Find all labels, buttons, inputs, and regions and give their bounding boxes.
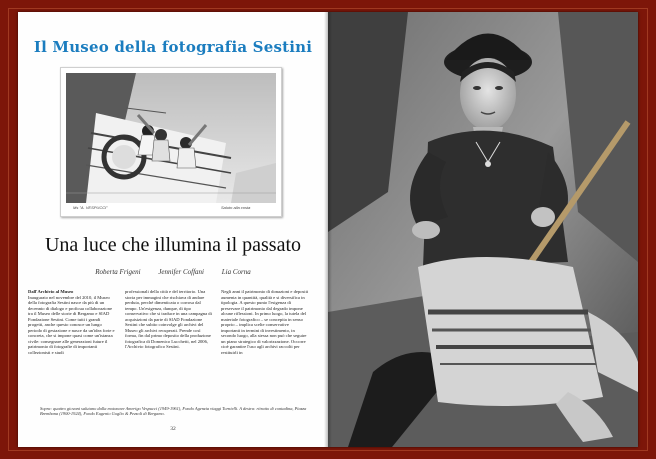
photo-caption-right: Saluto alla costa <box>221 205 251 210</box>
spine-shadow <box>324 12 332 447</box>
text-column-1 <box>28 289 116 356</box>
article-subtitle: Una luce che illumina il passato <box>44 234 302 256</box>
article-title: Il Museo della fotografia Sestini <box>33 38 313 56</box>
authors-line <box>18 268 328 276</box>
portrait-photo <box>328 12 638 447</box>
column-text: Negli anni il patrimonio di donazioni e depositi aumenta in quantità, qualità e si diversifica in tipologia. A questo punto l'esigenza di preservare il patrimonio dal degrado impone alcune riflessioni. In primo luogo, la tutela del materiale fotografico – se concepita in senso proprio – implica scelte conservative importanti in termini di investimento, in secondo luogo, alla stessa non può che seguire un piano strategico di valorizzazione. Occorre cioè garantire l'uso agli archivi raccolti per restituirli in <box>221 289 309 356</box>
section-heading: Dall'Archivio al Museo <box>28 289 74 294</box>
ship-photo-image <box>66 73 276 203</box>
author-name: Jennifer Coffani <box>158 268 205 276</box>
column-text: professionali della città e del territorio. Una storia per immagini che rischiava di andare perduta, perché dimenticata o corrosa dal tempo. Un'esigenza, dunque, di tipo conservativo che si traduce in una campagna di acquisizioni da parte di SIAD Fondazione Sestini che subito coinvolge gli archivi del Museo gli archivi recuperati. Prende così forma, fin dal primo deposito della produzione fotografica di Domenico Lucchetti, nel 2006, l'Archivio fotografico Sestini. <box>125 289 212 350</box>
page-number: 32 <box>170 426 176 432</box>
text-column-2 <box>125 289 213 350</box>
right-page <box>328 12 638 447</box>
photo-caption-left: Ms "A. VESPUCCI" <box>73 205 108 210</box>
column-text: Inaugurato nel novembre del 2010, il Museo della fotografia Sestini nasce da più di un decennio di dialogo e proficua collaborazione tra il Museo delle storie di Bergamo e SIAD Fondazione Sestini. Come tutti i grandi progetti, anche questo conosce un lungo periodo di gestazione e nasce da un'idea forte e concreta, che si impone quasi come un'istanza civile: consegnare alle generazioni future il patrimonio di fotografie di importanti collezionisti e studi <box>28 294 115 356</box>
ship-photo <box>60 67 282 217</box>
text-column-3 <box>221 289 309 356</box>
photo-caption: Sopra: quattro giovani salutano dalla motonave Amerigo Vespucci (1949-1961), Fondo Agenzia viaggi Tornielli. A destra: ritratto di contadina, Piazza Brembana (1900-1924), Fondo Eugenio Goglio & Pezzoli di Bergamo. <box>40 406 307 417</box>
author-name: Roberta Frigeni <box>95 268 141 276</box>
left-page <box>18 12 328 447</box>
author-name: Lia Corna <box>221 268 251 276</box>
magazine-spread <box>18 12 638 447</box>
